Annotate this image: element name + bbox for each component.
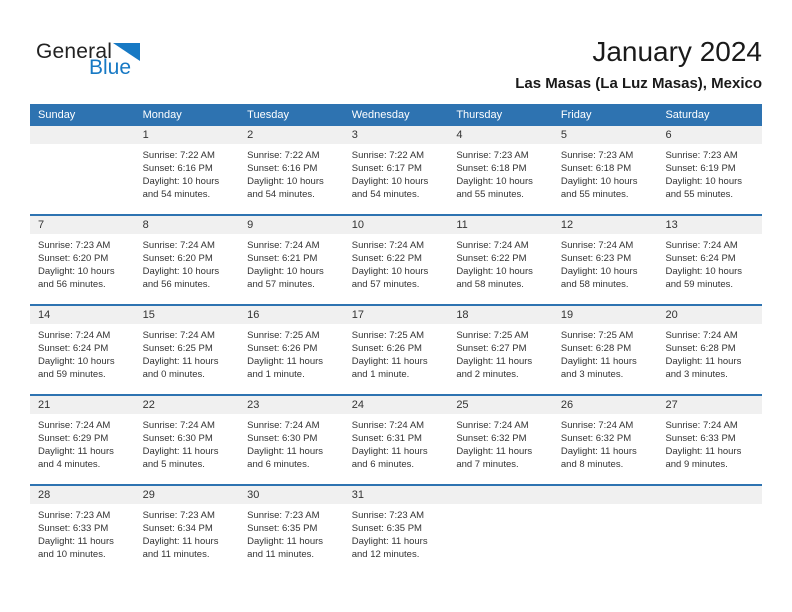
daylight-text-line2: and 4 minutes.	[38, 459, 101, 470]
daylight-text-line1: Daylight: 11 hours	[247, 356, 324, 367]
day-number: 12	[560, 219, 574, 231]
week-row	[30, 304, 762, 394]
daylight-text-line2: and 55 minutes.	[560, 189, 629, 200]
weekday-header-sunday: Sunday	[38, 109, 76, 121]
daylight-text-line2: and 11 minutes.	[247, 549, 315, 560]
sunset-text: Sunset: 6:33 PM	[665, 433, 736, 444]
sunrise-text: Sunrise: 7:25 AM	[560, 330, 634, 341]
daylight-text-line2: and 59 minutes.	[38, 369, 106, 380]
daylight-text-line1: Daylight: 11 hours	[38, 536, 114, 547]
weekday-header-tuesday: Tuesday	[247, 109, 289, 121]
day-number-band	[30, 126, 762, 144]
day-number: 15	[142, 309, 155, 321]
day-number: 29	[142, 489, 155, 501]
daylight-text-line2: and 57 minutes.	[247, 279, 315, 290]
day-number: 31	[351, 489, 364, 501]
daylight-text-line2: and 6 minutes.	[351, 459, 415, 470]
sunset-text: Sunset: 6:18 PM	[560, 163, 632, 174]
daylight-text-line1: Daylight: 10 hours	[351, 266, 429, 277]
daylight-text-line1: Daylight: 11 hours	[247, 446, 324, 457]
location-subtitle: Las Masas (La Luz Masas), Mexico	[515, 75, 762, 92]
sunrise-text: Sunrise: 7:24 AM	[247, 240, 320, 251]
day-number: 25	[456, 399, 469, 411]
sunrise-text: Sunrise: 7:23 AM	[351, 510, 425, 521]
daylight-text-line2: and 54 minutes.	[142, 189, 211, 200]
weekday-header-saturday: Saturday	[665, 109, 710, 121]
day-cell	[30, 324, 135, 394]
sunrise-text: Sunrise: 7:24 AM	[560, 240, 634, 251]
day-cell	[657, 234, 762, 304]
day-cell	[553, 144, 658, 214]
daylight-text-line1: Daylight: 10 hours	[142, 266, 220, 277]
day-number: 20	[665, 309, 678, 321]
daylight-text-line1: Daylight: 10 hours	[142, 176, 220, 187]
day-number: 9	[247, 219, 254, 231]
sunrise-text: Sunrise: 7:24 AM	[38, 330, 111, 341]
weekday-header-thursday: Thursday	[456, 109, 503, 121]
daylight-text-line2: and 57 minutes.	[351, 279, 420, 290]
day-cell	[344, 234, 449, 304]
day-cell	[553, 234, 658, 304]
sunset-text: Sunset: 6:22 PM	[351, 253, 422, 264]
day-cell-empty	[553, 504, 658, 574]
day-cell	[657, 324, 762, 394]
daylight-text-line2: and 6 minutes.	[247, 459, 310, 470]
daylight-text-line2: and 54 minutes.	[247, 189, 315, 200]
day-cell	[448, 144, 553, 214]
daylight-text-line1: Daylight: 11 hours	[560, 356, 637, 367]
sunrise-text: Sunrise: 7:24 AM	[351, 240, 425, 251]
weekday-header-row	[30, 104, 762, 126]
day-cell	[553, 324, 658, 394]
sunset-text: Sunset: 6:25 PM	[142, 343, 213, 354]
day-number: 13	[665, 219, 678, 231]
day-cell-empty	[448, 504, 553, 574]
sunset-text: Sunset: 6:35 PM	[351, 523, 422, 534]
day-number: 2	[247, 129, 254, 141]
sunrise-text: Sunrise: 7:25 AM	[247, 330, 320, 341]
day-number: 28	[38, 489, 51, 501]
sunset-text: Sunset: 6:30 PM	[142, 433, 213, 444]
sunrise-text: Sunrise: 7:23 AM	[247, 510, 320, 521]
daylight-text-line2: and 54 minutes.	[351, 189, 420, 200]
daylight-text-line1: Daylight: 11 hours	[560, 446, 637, 457]
daylight-text-line1: Daylight: 11 hours	[456, 446, 533, 457]
sunrise-text: Sunrise: 7:24 AM	[142, 420, 215, 431]
sunset-text: Sunset: 6:35 PM	[247, 523, 318, 534]
sunset-text: Sunset: 6:29 PM	[38, 433, 109, 444]
daylight-text-line2: and 10 minutes.	[38, 549, 106, 560]
weekday-header-friday: Friday	[560, 109, 592, 121]
day-number: 21	[38, 399, 51, 411]
day-detail-row	[30, 144, 762, 214]
day-cell	[135, 414, 240, 484]
daylight-text-line1: Daylight: 11 hours	[142, 356, 219, 367]
day-cell	[448, 234, 553, 304]
sunrise-text: Sunrise: 7:22 AM	[351, 150, 425, 161]
day-number: 19	[560, 309, 574, 321]
day-number: 24	[351, 399, 364, 411]
daylight-text-line2: and 0 minutes.	[142, 369, 205, 380]
daylight-text-line1: Daylight: 11 hours	[665, 446, 742, 457]
daylight-text-line1: Daylight: 10 hours	[560, 176, 638, 187]
daylight-text-line1: Daylight: 10 hours	[665, 266, 743, 277]
daylight-text-line1: Daylight: 10 hours	[38, 266, 115, 277]
daylight-text-line1: Daylight: 10 hours	[456, 266, 533, 277]
day-number: 26	[560, 399, 574, 411]
sunset-text: Sunset: 6:28 PM	[560, 343, 632, 354]
day-number-empty	[30, 126, 135, 144]
day-cell	[30, 234, 135, 304]
sunrise-text: Sunrise: 7:23 AM	[38, 240, 111, 251]
sunrise-text: Sunrise: 7:24 AM	[665, 330, 738, 341]
day-number: 16	[247, 309, 260, 321]
sunset-text: Sunset: 6:16 PM	[247, 163, 318, 174]
day-number: 27	[665, 399, 678, 411]
daylight-text-line2: and 58 minutes.	[560, 279, 629, 290]
day-number: 7	[38, 219, 45, 231]
daylight-text-line2: and 2 minutes.	[456, 369, 519, 380]
sunset-text: Sunset: 6:32 PM	[560, 433, 632, 444]
day-number: 6	[665, 129, 672, 141]
daylight-text-line2: and 3 minutes.	[560, 369, 624, 380]
daylight-text-line2: and 55 minutes.	[456, 189, 524, 200]
sunrise-text: Sunrise: 7:24 AM	[142, 240, 215, 251]
page-title: January 2024	[592, 36, 762, 67]
sunset-text: Sunset: 6:27 PM	[456, 343, 527, 354]
sunset-text: Sunset: 6:28 PM	[665, 343, 736, 354]
daylight-text-line2: and 11 minutes.	[142, 549, 210, 560]
day-cell	[239, 144, 344, 214]
day-number: 5	[560, 129, 568, 141]
sunset-text: Sunset: 6:18 PM	[456, 163, 527, 174]
sunset-text: Sunset: 6:22 PM	[456, 253, 527, 264]
day-cell	[344, 504, 449, 574]
daylight-text-line1: Daylight: 10 hours	[456, 176, 533, 187]
logo-blue-text: Blue	[89, 56, 132, 79]
daylight-text-line2: and 7 minutes.	[456, 459, 519, 470]
daylight-text-line2: and 3 minutes.	[665, 369, 728, 380]
daylight-text-line1: Daylight: 11 hours	[351, 356, 428, 367]
day-cell	[344, 414, 449, 484]
day-cell	[344, 144, 449, 214]
day-cell	[657, 414, 762, 484]
day-cell	[448, 414, 553, 484]
week-row	[30, 214, 762, 304]
sunset-text: Sunset: 6:31 PM	[351, 433, 422, 444]
week-row	[30, 126, 762, 214]
day-number: 3	[351, 129, 358, 141]
daylight-text-line1: Daylight: 11 hours	[665, 356, 742, 367]
sunset-text: Sunset: 6:24 PM	[38, 343, 109, 354]
sunrise-text: Sunrise: 7:24 AM	[142, 330, 215, 341]
day-cell	[448, 324, 553, 394]
day-number-band	[30, 306, 762, 324]
daylight-text-line1: Daylight: 11 hours	[142, 446, 219, 457]
weekday-header-monday: Monday	[142, 109, 182, 121]
header-titles	[515, 36, 762, 92]
sunset-text: Sunset: 6:20 PM	[38, 253, 109, 264]
calendar-weeks	[30, 126, 762, 574]
daylight-text-line2: and 8 minutes.	[560, 459, 624, 470]
sunrise-text: Sunrise: 7:22 AM	[247, 150, 320, 161]
daylight-text-line2: and 55 minutes.	[665, 189, 734, 200]
day-number-band	[30, 396, 762, 414]
day-number-band	[30, 486, 762, 504]
daylight-text-line1: Daylight: 10 hours	[351, 176, 429, 187]
day-number-band	[30, 216, 762, 234]
day-cell	[135, 504, 240, 574]
day-cell	[239, 234, 344, 304]
day-number: 14	[38, 309, 51, 321]
day-number: 22	[142, 399, 155, 411]
day-cell	[135, 324, 240, 394]
calendar-table	[30, 104, 762, 574]
day-number: 11	[456, 219, 468, 231]
day-detail-row	[30, 324, 762, 394]
daylight-text-line2: and 5 minutes.	[142, 459, 205, 470]
day-number: 30	[247, 489, 260, 501]
sunrise-text: Sunrise: 7:24 AM	[665, 420, 738, 431]
sunset-text: Sunset: 6:16 PM	[142, 163, 213, 174]
day-detail-row	[30, 504, 762, 574]
sunrise-text: Sunrise: 7:25 AM	[456, 330, 529, 341]
day-number-empty	[657, 486, 762, 504]
daylight-text-line1: Daylight: 10 hours	[560, 266, 638, 277]
sunrise-text: Sunrise: 7:24 AM	[247, 420, 320, 431]
day-detail-row	[30, 414, 762, 484]
sunrise-text: Sunrise: 7:24 AM	[456, 420, 529, 431]
daylight-text-line1: Daylight: 10 hours	[247, 266, 324, 277]
sunset-text: Sunset: 6:21 PM	[247, 253, 318, 264]
daylight-text-line1: Daylight: 10 hours	[247, 176, 324, 187]
day-cell-empty	[30, 144, 135, 214]
sunset-text: Sunset: 6:26 PM	[247, 343, 318, 354]
day-number: 10	[351, 219, 364, 231]
daylight-text-line1: Daylight: 10 hours	[38, 356, 115, 367]
sunrise-text: Sunrise: 7:23 AM	[142, 510, 215, 521]
day-number: 17	[351, 309, 364, 321]
sunset-text: Sunset: 6:23 PM	[560, 253, 632, 264]
sunrise-text: Sunrise: 7:23 AM	[456, 150, 529, 161]
week-row	[30, 394, 762, 484]
sunrise-text: Sunrise: 7:25 AM	[351, 330, 425, 341]
daylight-text-line2: and 1 minute.	[247, 369, 305, 380]
sunrise-text: Sunrise: 7:23 AM	[38, 510, 111, 521]
day-cell	[657, 144, 762, 214]
day-number-empty	[553, 486, 658, 504]
sunset-text: Sunset: 6:19 PM	[665, 163, 736, 174]
day-cell	[553, 414, 658, 484]
sunset-text: Sunset: 6:20 PM	[142, 253, 213, 264]
day-cell	[30, 414, 135, 484]
sunrise-text: Sunrise: 7:24 AM	[38, 420, 111, 431]
sunrise-text: Sunrise: 7:22 AM	[142, 150, 215, 161]
sunrise-text: Sunrise: 7:24 AM	[560, 420, 634, 431]
day-cell	[239, 324, 344, 394]
sunset-text: Sunset: 6:34 PM	[142, 523, 213, 534]
daylight-text-line2: and 59 minutes.	[665, 279, 734, 290]
daylight-text-line2: and 56 minutes.	[142, 279, 211, 290]
sunset-text: Sunset: 6:33 PM	[38, 523, 109, 534]
sunrise-text: Sunrise: 7:24 AM	[665, 240, 738, 251]
day-cell	[30, 504, 135, 574]
day-cell-empty	[657, 504, 762, 574]
logo-general-text: General	[36, 40, 113, 63]
daylight-text-line1: Daylight: 10 hours	[665, 176, 743, 187]
sunrise-text: Sunrise: 7:24 AM	[456, 240, 529, 251]
daylight-text-line1: Daylight: 11 hours	[142, 536, 219, 547]
daylight-text-line1: Daylight: 11 hours	[351, 446, 428, 457]
daylight-text-line1: Daylight: 11 hours	[38, 446, 114, 457]
daylight-text-line2: and 12 minutes.	[351, 549, 420, 560]
daylight-text-line2: and 58 minutes.	[456, 279, 524, 290]
day-number: 8	[142, 219, 149, 231]
day-cell	[239, 504, 344, 574]
day-number: 4	[456, 129, 463, 141]
sunset-text: Sunset: 6:26 PM	[351, 343, 422, 354]
sunset-text: Sunset: 6:32 PM	[456, 433, 527, 444]
general-blue-logo	[36, 42, 176, 77]
day-number: 23	[247, 399, 260, 411]
daylight-text-line1: Daylight: 11 hours	[247, 536, 324, 547]
daylight-text-line1: Daylight: 11 hours	[351, 536, 428, 547]
daylight-text-line2: and 1 minute.	[351, 369, 410, 380]
sunset-text: Sunset: 6:30 PM	[247, 433, 318, 444]
day-cell	[344, 324, 449, 394]
sunset-text: Sunset: 6:24 PM	[665, 253, 736, 264]
sunrise-text: Sunrise: 7:24 AM	[351, 420, 425, 431]
daylight-text-line2: and 56 minutes.	[38, 279, 106, 290]
sunrise-text: Sunrise: 7:23 AM	[560, 150, 634, 161]
day-cell	[135, 144, 240, 214]
sunset-text: Sunset: 6:17 PM	[351, 163, 422, 174]
day-number: 1	[142, 129, 149, 141]
week-row	[30, 484, 762, 574]
day-detail-row	[30, 234, 762, 304]
day-number-empty	[448, 486, 553, 504]
day-cell	[239, 414, 344, 484]
day-cell	[135, 234, 240, 304]
sunrise-text: Sunrise: 7:23 AM	[665, 150, 738, 161]
weekday-header-wednesday: Wednesday	[351, 109, 410, 121]
day-number: 18	[456, 309, 469, 321]
daylight-text-line2: and 9 minutes.	[665, 459, 728, 470]
daylight-text-line1: Daylight: 11 hours	[456, 356, 533, 367]
